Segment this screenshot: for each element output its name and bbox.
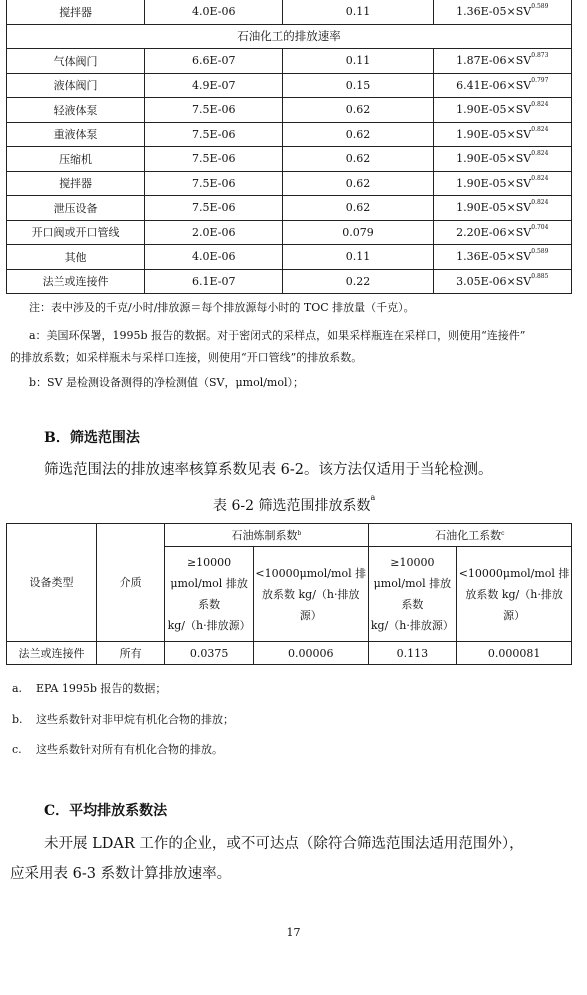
cell-device: 搅拌器 xyxy=(7,0,145,24)
cell-formula xyxy=(433,220,571,245)
sub-header-petrochem-low xyxy=(457,547,572,642)
cell-device: 液体阀门 xyxy=(7,73,145,98)
formula-text: 1.90E-05×SV xyxy=(456,127,532,141)
table-row xyxy=(7,122,572,147)
caption-sup: a xyxy=(370,493,376,502)
cell-value-1: 4.0E-06 xyxy=(145,245,283,270)
refining-label: 石油炼制系数 xyxy=(231,528,298,542)
cell-value-1: 7.5E-06 xyxy=(145,147,283,172)
formula-text: 1.90E-05×SV xyxy=(456,152,532,166)
footnote-label: c. xyxy=(12,743,22,756)
table-note-unit: 注：表中涉及的千克/小时/排放源＝每个排放源每小时的 TOC 排放量（千克）。 xyxy=(29,301,415,314)
cell-value-2: 0.15 xyxy=(283,73,433,98)
cell-formula xyxy=(433,98,571,123)
formula-exponent: 0.873 xyxy=(531,52,549,60)
cell-refining-low: 0.00006 xyxy=(253,642,368,665)
footnote-label: a. xyxy=(12,682,23,695)
cell-value-1: 2.0E-06 xyxy=(145,220,283,245)
footnote-text: EPA 1995b 报告的数据； xyxy=(36,682,167,695)
cell-value-1: 6.1E-07 xyxy=(145,269,283,294)
cell-device: 法兰或连接件 xyxy=(7,642,97,665)
formula-exponent: 0.824 xyxy=(531,199,549,207)
formula-exponent: 0.824 xyxy=(531,125,549,133)
table-row xyxy=(7,196,572,221)
section-row-petrochem: 石油化工的排放速率 xyxy=(7,24,572,49)
sub-line: 放系数 kg/（h·排放 xyxy=(261,587,360,601)
header-device-type: 设备类型 xyxy=(7,524,97,642)
sub-line: 源） xyxy=(503,608,526,622)
sub-line: 源） xyxy=(299,608,322,622)
cell-medium: 所有 xyxy=(97,642,165,665)
sub-header-petrochem-high xyxy=(368,547,457,642)
petrochem-sup: c xyxy=(501,529,505,537)
cell-value-1: 4.9E-07 xyxy=(145,73,283,98)
refining-sup: b xyxy=(297,529,302,537)
cell-value-2: 0.62 xyxy=(283,147,433,172)
cell-formula xyxy=(433,49,571,74)
formula-text: 1.87E-06×SV xyxy=(456,54,532,68)
header-refining-group xyxy=(165,524,368,547)
cell-value-1: 6.6E-07 xyxy=(145,49,283,74)
formula-exponent: 0.885 xyxy=(531,272,549,280)
table-row xyxy=(7,171,572,196)
table-row xyxy=(7,73,572,98)
sub-line: ≥10000 xyxy=(390,556,435,569)
cell-value-1: 4.0E-06 xyxy=(145,0,283,24)
formula-exponent: 0.589 xyxy=(531,248,549,256)
cell-formula xyxy=(433,147,571,172)
cell-device: 泄压设备 xyxy=(7,196,145,221)
cell-device: 法兰或连接件 xyxy=(7,269,145,294)
cell-device: 轻液体泵 xyxy=(7,98,145,123)
cell-value-2: 0.11 xyxy=(283,245,433,270)
formula-text: 6.41E-06×SV xyxy=(456,78,532,92)
table-row xyxy=(7,98,572,123)
formula-text: 2.20E-06×SV xyxy=(456,225,532,239)
sub-header-refining-high xyxy=(165,547,254,642)
cell-value-1: 7.5E-06 xyxy=(145,122,283,147)
table-6-2-caption xyxy=(213,495,375,515)
cell-device: 气体阀门 xyxy=(7,49,145,74)
footnote-label: b. xyxy=(12,713,23,726)
cell-formula xyxy=(433,73,571,98)
sub-line: kg/（h·排放源） xyxy=(370,619,454,632)
cell-formula xyxy=(433,0,571,24)
section-c-paragraph-1: 未开展 LDAR 工作的企业，或不可达点（除符合筛选范围法适用范围外）， xyxy=(44,836,524,852)
table-row xyxy=(7,269,572,294)
cell-value-2: 0.079 xyxy=(283,220,433,245)
cell-formula xyxy=(433,196,571,221)
footnote-text: 这些系数针对所有有机化合物的排放。 xyxy=(36,743,223,756)
section-c-paragraph-2: 应采用表 6-3 系数计算排放速率。 xyxy=(10,866,232,882)
cell-value-2: 0.11 xyxy=(283,0,433,24)
cell-device: 搅拌器 xyxy=(7,171,145,196)
cell-device: 其他 xyxy=(7,245,145,270)
table-row xyxy=(7,642,572,665)
cell-value-1: 7.5E-06 xyxy=(145,196,283,221)
table-row xyxy=(7,0,572,24)
cell-formula xyxy=(433,171,571,196)
formula-text: 1.90E-05×SV xyxy=(456,103,532,117)
cell-value-1: 7.5E-06 xyxy=(145,98,283,123)
formula-text: 1.36E-05×SV xyxy=(456,5,532,19)
caption-text: 表 6-2 筛选范围排放系数 xyxy=(213,498,371,514)
cell-device: 压缩机 xyxy=(7,147,145,172)
emission-rate-table xyxy=(6,0,572,294)
sub-line: kg/（h·排放源） xyxy=(167,619,251,632)
cell-formula xyxy=(433,122,571,147)
sub-line: 放系数 kg/（h·排放 xyxy=(465,587,563,601)
cell-value-2: 0.22 xyxy=(283,269,433,294)
formula-exponent: 0.824 xyxy=(531,150,549,158)
footnote-b xyxy=(12,711,234,727)
formula-exponent: 0.797 xyxy=(531,76,549,84)
sub-line: <10000μmol/mol 排 xyxy=(255,566,367,580)
sub-header-refining-low xyxy=(253,547,368,642)
cell-device: 开口阀或开口管线 xyxy=(7,220,145,245)
sub-line: μmol/mol 排放 xyxy=(170,577,248,590)
formula-text: 1.90E-05×SV xyxy=(456,176,532,190)
sub-line: ≥10000 xyxy=(186,556,232,569)
page-number: 17 xyxy=(286,926,301,939)
sub-line: μmol/mol 排放 xyxy=(373,577,452,590)
formula-text: 1.90E-05×SV xyxy=(456,201,532,215)
cell-value-2: 0.62 xyxy=(283,122,433,147)
formula-exponent: 0.589 xyxy=(531,3,549,11)
cell-petrochem-high: 0.113 xyxy=(368,642,457,665)
footnote-a xyxy=(12,680,166,696)
formula-exponent: 0.824 xyxy=(531,174,549,182)
sub-line: 系数 xyxy=(401,598,424,611)
section-b-paragraph: 筛选范围法的排放速率核算系数见表 6-2。该方法仅适用于当轮检测。 xyxy=(44,462,493,478)
footnote-c xyxy=(12,741,223,757)
cell-formula xyxy=(433,269,571,294)
cell-value-1: 7.5E-06 xyxy=(145,171,283,196)
table-row xyxy=(7,49,572,74)
cell-value-2: 0.11 xyxy=(283,49,433,74)
formula-exponent: 0.824 xyxy=(531,101,549,109)
cell-device: 重液体泵 xyxy=(7,122,145,147)
cell-formula xyxy=(433,245,571,270)
table-note-a-cont: 的排放系数；如采样瓶未与采样口连接，则使用“开口管线”的排放系数。 xyxy=(10,351,363,364)
cell-petrochem-low: 0.000081 xyxy=(457,642,572,665)
screening-range-table xyxy=(6,523,572,665)
footnote-text: 这些系数针对非甲烷有机化合物的排放； xyxy=(36,713,234,726)
cell-value-2: 0.62 xyxy=(283,196,433,221)
formula-text: 1.36E-05×SV xyxy=(456,250,532,264)
table-row xyxy=(7,147,572,172)
sub-line: 系数 xyxy=(198,598,221,611)
cell-value-2: 0.62 xyxy=(283,98,433,123)
table-note-b: b：SV 是检测设备测得的净检测值（SV，μmol/mol）； xyxy=(29,376,304,389)
table-note-a: a：美国环保署，1995b 报告的数据。对于密闭式的采样点，如果采样瓶连在采样口，则使用“连接件” xyxy=(29,329,526,342)
formula-text: 3.05E-06×SV xyxy=(456,274,532,288)
table-row xyxy=(7,220,572,245)
cell-value-2: 0.62 xyxy=(283,171,433,196)
petrochem-label: 石油化工系数 xyxy=(435,528,502,542)
sub-line: <10000μmol/mol 排 xyxy=(458,566,570,580)
table-row xyxy=(7,245,572,270)
section-c-heading: C．平均排放系数法 xyxy=(44,803,168,819)
section-b-heading: B．筛选范围法 xyxy=(44,430,140,446)
cell-refining-high: 0.0375 xyxy=(165,642,254,665)
header-petrochem-group xyxy=(368,524,571,547)
header-medium: 介质 xyxy=(97,524,165,642)
formula-exponent: 0.704 xyxy=(531,223,549,231)
